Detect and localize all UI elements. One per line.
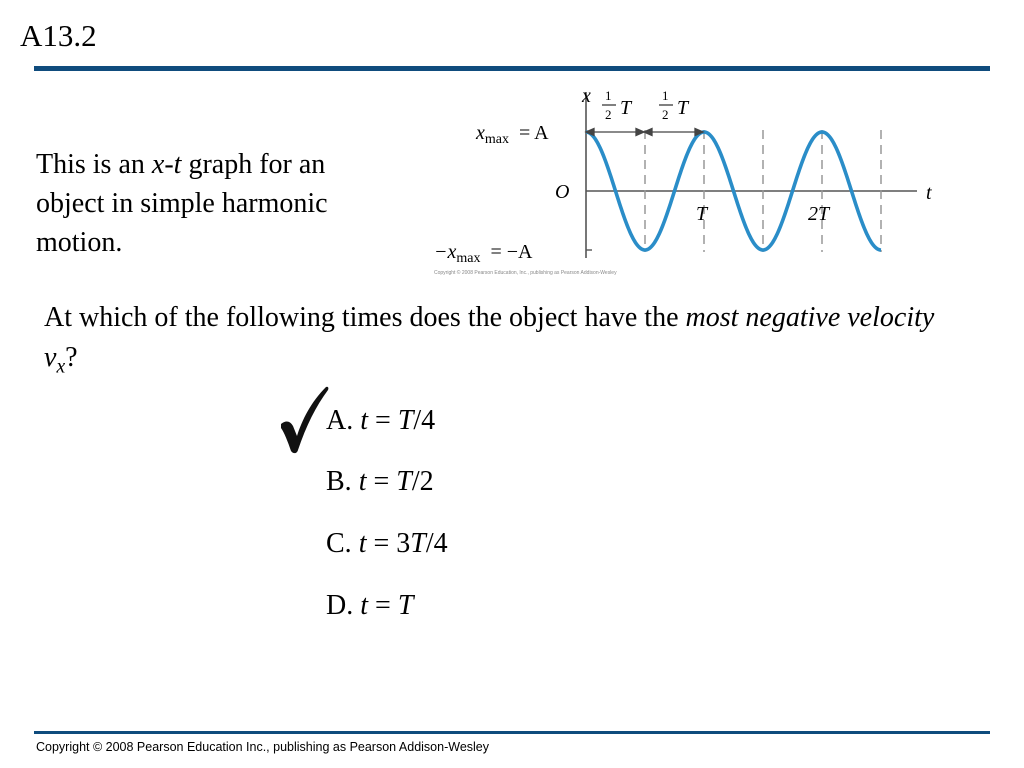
choice-equals: = [368,405,398,436]
choice-equals: = [368,590,398,621]
choice-T-var: T [396,466,412,497]
question-subscript: x [56,356,66,378]
neg-xmax-label [434,241,533,266]
origin-label: O [555,181,570,203]
choice-b[interactable] [326,465,434,499]
checkmark-icon [278,384,330,456]
half-numerator-1: 1 [605,88,612,103]
xmax-subscript: max [484,132,509,147]
bottom-divider [34,731,990,734]
choice-equals: = [366,466,397,497]
tick-label-2T: 2T [808,203,830,225]
x-axis-label: x [582,85,591,107]
half-denominator-1: 2 [605,107,612,122]
choice-value-rest: /2 [411,466,434,497]
intro-dash: - [164,149,174,180]
intro-text-part: This is an [36,149,152,180]
neg-xmax-subscript: max [456,251,481,266]
choice-letter: B. [326,466,359,497]
t-axis-label: t [926,182,932,204]
choice-t-var: t [360,590,369,621]
footer-copyright: Copyright © 2008 Pearson Education Inc., publishing as Pearson Addison-Wesley [36,740,489,754]
half-numerator-2: 1 [662,88,669,103]
question-emphasis-text: most negative velocity v [44,302,935,373]
graph-copyright: Copyright © 2008 Pearson Education, Inc., publishing as Pearson Addison-Wesley [434,270,617,276]
half-T-label-2: T [677,97,689,119]
xmax-label [475,122,549,147]
neg-xmax-equals: = −A [490,241,533,263]
choice-c[interactable] [326,527,448,561]
intro-x-variable: x [151,149,165,180]
choice-letter: C. [326,528,359,559]
choice-d[interactable] [326,589,413,623]
intro-t-variable: t [173,149,182,180]
tick-label-T: T [696,203,708,225]
x-t-graph [420,80,950,280]
xmax-var: x [476,122,485,144]
choice-T-var: T [397,590,414,621]
choice-t-var: t [360,405,369,436]
choice-value-rest: /4 [425,528,448,559]
question-text [44,298,944,388]
top-divider [34,66,990,71]
intro-text [36,145,376,262]
neg-xmax-var: −x [434,241,457,263]
slide-title: A13.2 [20,18,97,53]
choice-letter: D. [326,590,361,621]
half-denominator-2: 2 [662,107,669,122]
half-T-label-1: T [620,97,632,119]
choice-letter: A. [326,405,361,436]
choice-t-var: t [358,528,367,559]
choice-equals: = 3 [366,528,411,559]
intro-text-part: graph for an object in simple harmonic motion. [36,149,328,258]
choice-a[interactable] [326,404,435,438]
choice-T-var: T [397,405,414,436]
choice-T-var: T [410,528,426,559]
choice-value-rest: /4 [413,405,436,436]
question-text-part: At which of the following times does the object have the [44,302,686,333]
choice-t-var: t [358,466,367,497]
xmax-equals: = A [519,122,549,144]
question-text-part: ? [65,342,78,373]
